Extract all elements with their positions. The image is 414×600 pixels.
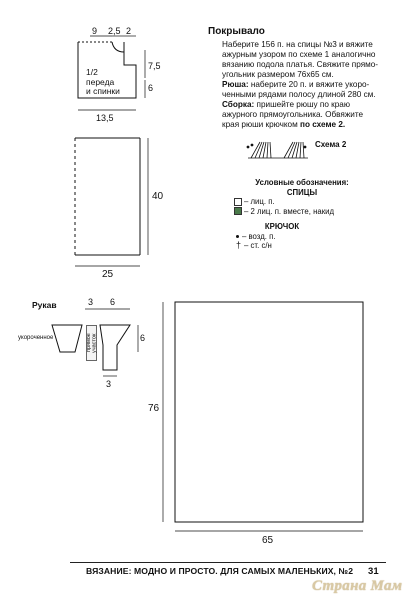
- ruffle-paragraph: [208, 80, 380, 100]
- knit-stitch-swatch: [234, 198, 242, 206]
- front-back-label-line2: переда: [86, 76, 115, 87]
- big-rect-width-label: 65: [262, 535, 274, 546]
- sleeve-vertical-label: прямое участок: [86, 325, 97, 361]
- assembly-paragraph: [208, 100, 380, 130]
- dim-label-13-5: 13,5: [96, 113, 114, 123]
- large-rectangle-dimensions: [163, 302, 363, 531]
- legend-crochet-item: [232, 241, 372, 251]
- ruffle-line: ченными рядами полосу длиной 280 см.: [222, 90, 376, 99]
- legend-knit-title: СПИЦЫ: [286, 187, 318, 197]
- dim-label-7-5: 7,5: [148, 61, 161, 71]
- para1-line: угольник размером 76x65 см.: [222, 70, 334, 79]
- blanket-title: Покрывало: [208, 26, 265, 37]
- legend-knit-text: – лиц. п.: [244, 197, 275, 206]
- front-back-label-line1: 1/2: [86, 67, 98, 77]
- assembly-emphasis: по схеме 2.: [300, 120, 346, 129]
- sleeve-dim-6-top: 6: [110, 297, 116, 307]
- assembly-label: Сборка:: [222, 100, 255, 109]
- scheme2-fans: [247, 142, 308, 158]
- para1-line: ажурным узором по схеме 1 аналогично: [222, 50, 376, 59]
- sleeve-title: Рукав: [32, 300, 57, 310]
- sleeve-right-piece: [100, 325, 130, 370]
- large-rectangle: [175, 302, 363, 522]
- legend-knit-item: [232, 207, 372, 217]
- middle-rectangle: [75, 138, 140, 255]
- para1-line: Наберите 156 п. на спицы №3 и вяжите: [222, 40, 373, 49]
- k2tog-yo-swatch: [234, 207, 242, 215]
- double-crochet-icon: †: [236, 240, 242, 250]
- dim-label-2-5: 2,5: [108, 26, 121, 36]
- sleeve-dim-3-bottom: 3: [106, 379, 112, 389]
- front-back-label: [86, 68, 120, 97]
- assembly-line: ажурного прямоугольника. Обвяжите: [222, 110, 364, 119]
- dim-label-2: 2: [126, 26, 132, 36]
- big-rect-height-label: 76: [148, 403, 160, 414]
- legend-title: Условные обозначения:: [255, 178, 349, 187]
- dim-label-9: 9: [92, 26, 98, 36]
- ruffle-line: наберите 20 п. и вяжите укоро-: [248, 80, 370, 89]
- legend: [232, 178, 372, 251]
- para1-line: вязанию подола платья. Свяжите прямо-: [222, 60, 379, 69]
- footer-rule: [70, 562, 386, 563]
- legend-crochet-text: – возд. п.: [242, 231, 276, 241]
- watermark-logo: Страна Мам: [312, 578, 403, 594]
- mid-rect-width-label: 25: [102, 269, 114, 280]
- assembly-line: пришейте рюшу по краю: [254, 100, 350, 109]
- middle-rectangle-dimensions: [75, 138, 148, 266]
- legend-crochet-title: КРЮЧОК: [264, 222, 300, 231]
- ruffle-label: Рюша:: [222, 80, 249, 89]
- sleeve-shortened-label: укороченное: [18, 335, 54, 341]
- footer-title: ВЯЗАНИЕ: МОДНО И ПРОСТО. ДЛЯ САМЫХ МАЛЕНЬКИХ, №2: [86, 566, 354, 576]
- legend-crochet-text: – ст. с/н: [244, 241, 272, 250]
- legend-knit-text: – 2 лиц. п. вместе, накид: [244, 206, 335, 216]
- chain-stitch-icon: [236, 235, 239, 238]
- legend-crochet-item: [232, 232, 372, 242]
- sleeve-dim-3-top: 3: [88, 297, 94, 307]
- front-back-label-line3: и спинки: [86, 86, 120, 96]
- legend-knit-item: [232, 197, 372, 207]
- dim-label-6: 6: [148, 83, 154, 93]
- sleeve-dim-6-side: 6: [140, 333, 146, 343]
- blanket-para1: [208, 40, 380, 80]
- scheme2-label: Схема 2: [315, 140, 347, 149]
- blanket-instructions: [208, 26, 380, 130]
- assembly-line: края рюши крючком: [222, 120, 301, 129]
- mid-rect-height-label: 40: [152, 191, 164, 202]
- sleeve-left-piece: [52, 325, 82, 352]
- page-number: 31: [368, 566, 379, 577]
